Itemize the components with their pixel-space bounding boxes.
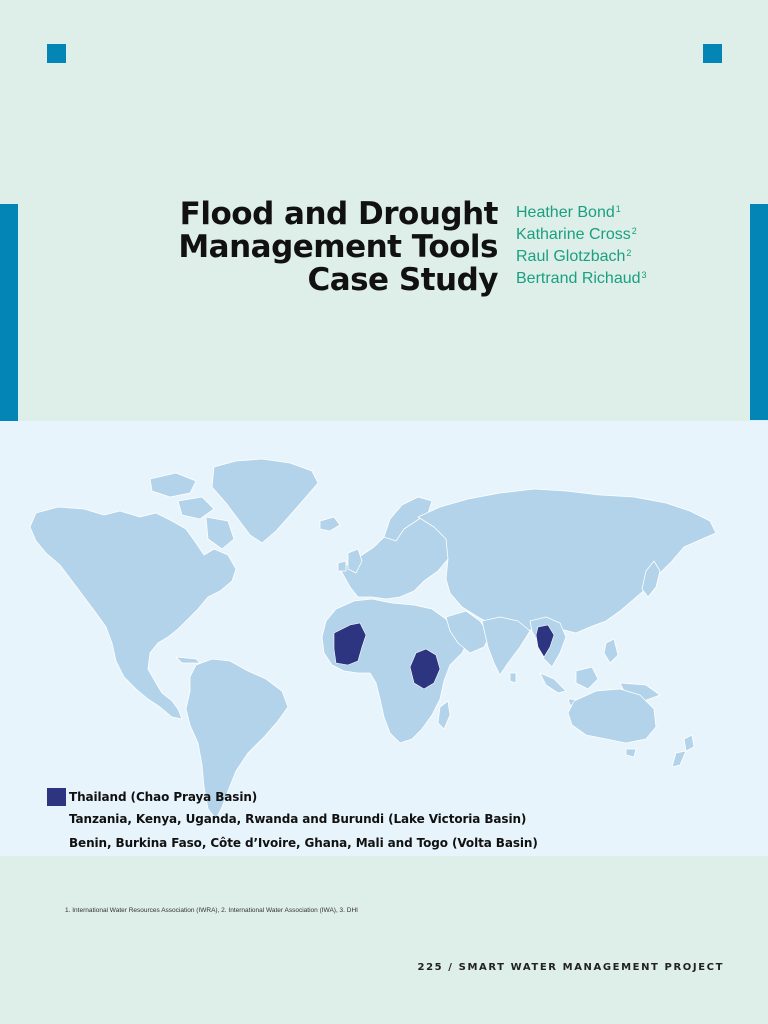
title-line: Case Study xyxy=(307,262,498,298)
author-affiliation: 2 xyxy=(626,248,632,258)
legend-item: Tanzania, Kenya, Uganda, Rwanda and Burundi (Lake Victoria Basin) xyxy=(69,812,527,826)
land-sumatra xyxy=(540,673,566,693)
corner-square-right xyxy=(703,44,722,63)
legend-swatch xyxy=(47,788,66,806)
title-line: Flood and Drought xyxy=(179,196,498,232)
legend-item: Benin, Burkina Faso, Côte d’Ivoire, Ghana, Mali and Togo (Volta Basin) xyxy=(69,836,538,850)
legend-item: Thailand (Chao Praya Basin) xyxy=(69,790,258,804)
author-list xyxy=(516,200,647,288)
land-arctic-islands xyxy=(150,473,196,497)
land-ireland xyxy=(338,561,346,571)
author xyxy=(516,222,647,244)
author-name: Heather Bond xyxy=(516,204,615,221)
page-title xyxy=(178,198,498,297)
right-accent-bar xyxy=(750,204,768,420)
author-affiliation: 1 xyxy=(615,204,621,214)
land-madagascar xyxy=(438,701,450,729)
author xyxy=(516,266,647,288)
author-name: Bertrand Richaud xyxy=(516,270,641,287)
land-new-zealand xyxy=(684,735,694,751)
page-footer: 225 / SMART WATER MANAGEMENT PROJECT xyxy=(417,962,724,973)
corner-square-left xyxy=(47,44,66,63)
land-cuba xyxy=(176,657,200,663)
title-line: Management Tools xyxy=(178,229,498,265)
land-philippines xyxy=(604,639,618,663)
author-name: Raul Glotzbach xyxy=(516,248,626,265)
author-affiliation: 3 xyxy=(641,270,647,280)
author xyxy=(516,244,647,266)
land-sri-lanka xyxy=(510,673,516,683)
land-iceland xyxy=(320,517,340,531)
land-borneo xyxy=(576,667,598,689)
land-baffin xyxy=(206,517,234,549)
land-arctic-islands xyxy=(178,497,214,519)
land-india xyxy=(482,617,530,675)
land-new-zealand xyxy=(672,751,686,767)
author-affiliation: 2 xyxy=(631,226,637,236)
land-tasmania xyxy=(626,749,636,757)
author xyxy=(516,200,647,222)
footnote: 1. International Water Resources Association (IWRA), 2. International Water Association (IWA), 3. DHI xyxy=(65,907,358,914)
author-name: Katharine Cross xyxy=(516,226,631,243)
